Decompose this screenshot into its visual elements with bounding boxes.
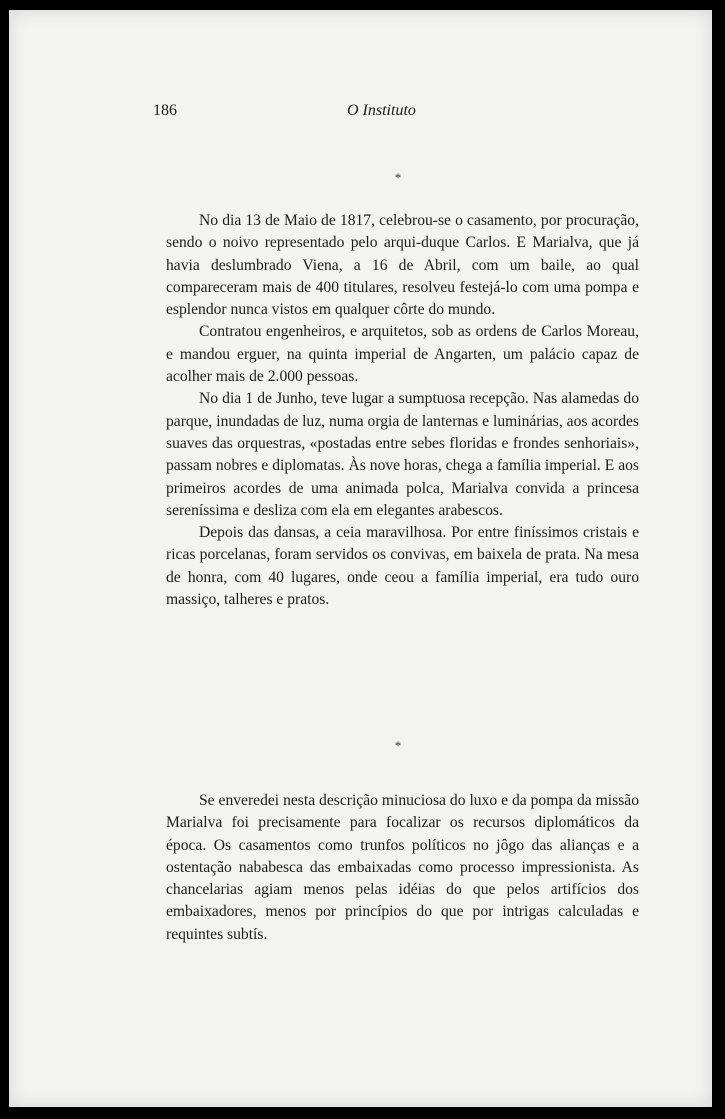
section-separator: * [394, 738, 402, 753]
journal-title: O Instituto [347, 102, 416, 119]
paragraph: Contratou engenheiros, e arquitetos, sob as ordens de Carlos Moreau, e mandou erguer, na quinta imperial de Angarten, um palácio capaz de acolher mais de 2.000 pessoas. [166, 323, 639, 386]
paragraph: No dia 13 de Maio de 1817, celebrou-se o casamento, por procuração, sendo o noivo representado pelo arqui-duque Carlos. E Marialva, que já havia deslumbrado Viena, a 16 de Abril, com um baile, ao qual compareceram mais de 400 titulares, resolveu festejá-lo com uma pompa e esplendor nunca vistos em qualquer côrte do mundo. [166, 212, 639, 319]
paragraph: No dia 1 de Junho, teve lugar a sumptuosa recepção. Nas alamedas do parque, inundadas de luz, numa orgia de lanternas e luminárias, aos acordes suaves das orquestras, «postadas entre sebes floridas e frondes senhoriais», passam nobres e diplomatas. Às nove horas, chega a família imperial. E aos primeiros acordes de uma animada polca, Marialva convida a princesa sereníssima e desliza com ela em elegantes arabescos. [166, 390, 639, 519]
paragraph: Se enveredei nesta descrição minuciosa do luxo e da pompa da missão Marialva foi precisamente para focalizar os recursos diplomáticos da época. Os casamentos como trunfos políticos no jôgo das alianças e a ostentação nababesca das embaixadas como processo impressionista. As chancelarias agiam menos pelas idéias do que pelos artifícios dos embaixadores, menos por princípios do que por intrigas calculadas e requintes subtís. [166, 792, 639, 943]
page-number: 186 [153, 102, 177, 119]
paragraph: Depois das dansas, a ceia maravilhosa. Por entre finíssimos cristais e ricas porcelanas, foram servidos os convivas, em baixela de prata. Na mesa de honra, com 40 lugares, onde ceou a família imperial, era tudo ouro massiço, talheres e pratos. [166, 524, 639, 609]
section-separator: * [394, 170, 402, 185]
book-page [9, 10, 712, 1107]
text-section-marialva-wedding [166, 210, 639, 611]
text-section-conclusion [166, 790, 639, 946]
running-head [9, 102, 712, 126]
